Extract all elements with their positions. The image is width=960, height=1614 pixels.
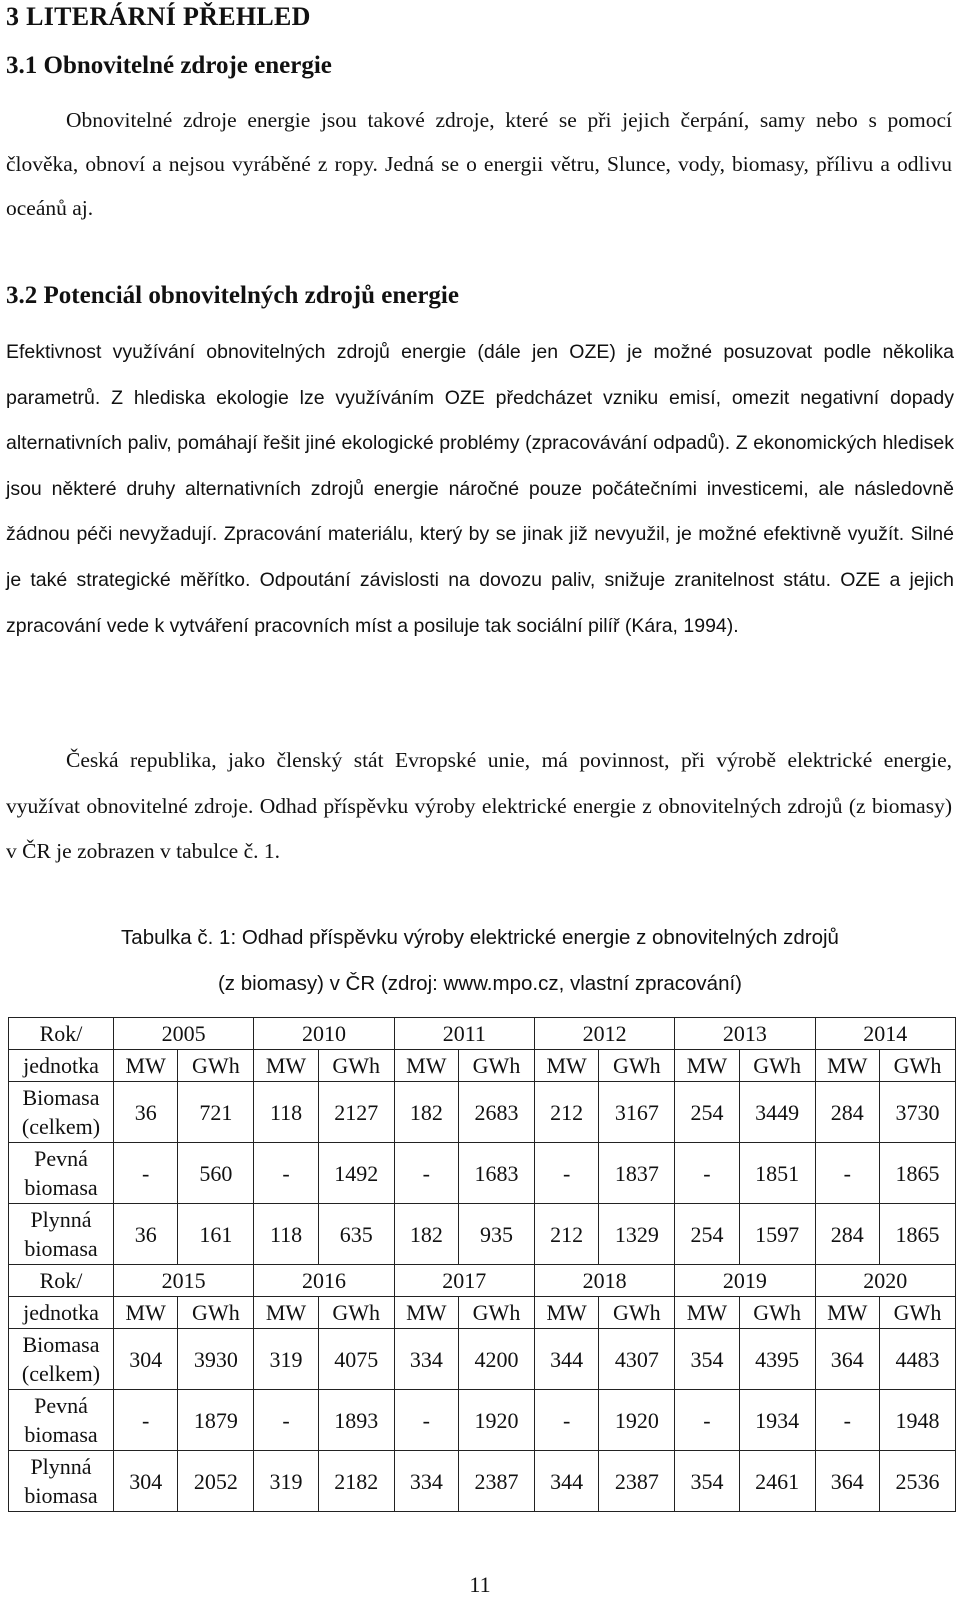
row-label: [9, 1451, 114, 1512]
paragraph-ecology-text: Efektivnost využívání obnovitelných zdrojů energie (dále jen OZE) je možné posuzovat podle několika parametrů. Z hlediska ekologie lze využíváním OZE předcházet vzniku emisí, omezit negativní dopady alternativních paliv, pomáhají řešit jiné ekologické problémy (zpracovávání odpadů).: [6, 341, 954, 455]
table-cell: 4483: [880, 1329, 956, 1390]
row-label-line-2: biomasa: [24, 1483, 98, 1508]
table-cell: 319: [254, 1451, 318, 1512]
year-row: [9, 1018, 956, 1050]
table-cell: 254: [675, 1204, 739, 1265]
table-cell: -: [114, 1390, 178, 1451]
row-label-jednotka: jednotka: [9, 1297, 114, 1329]
table-cell: 2683: [459, 1082, 535, 1143]
table-cell: 4075: [318, 1329, 394, 1390]
table-cell: -: [534, 1143, 598, 1204]
unit-gwh: GWh: [880, 1050, 956, 1082]
table-cell: -: [114, 1143, 178, 1204]
biomass-energy-table: [8, 1017, 956, 1512]
table-cell: 304: [114, 1451, 178, 1512]
table-cell: -: [534, 1390, 598, 1451]
table-row: [9, 1329, 956, 1390]
table-cell: 212: [534, 1204, 598, 1265]
row-label: [9, 1143, 114, 1204]
table-cell: 2387: [599, 1451, 675, 1512]
row-label-line-1: Plynná: [30, 1454, 92, 1479]
unit-gwh: GWh: [178, 1050, 254, 1082]
unit-mw: MW: [675, 1050, 739, 1082]
table-row: [9, 1390, 956, 1451]
year-header: 2018: [534, 1265, 674, 1297]
unit-gwh: GWh: [880, 1297, 956, 1329]
row-label-line-2: biomasa: [24, 1175, 98, 1200]
unit-gwh: GWh: [599, 1297, 675, 1329]
table-cell: 1934: [739, 1390, 815, 1451]
unit-gwh: GWh: [599, 1050, 675, 1082]
unit-gwh: GWh: [739, 1297, 815, 1329]
unit-mw: MW: [114, 1297, 178, 1329]
unit-mw: MW: [815, 1297, 879, 1329]
table-cell: 1865: [880, 1204, 956, 1265]
table-cell: 2127: [318, 1082, 394, 1143]
year-header: 2012: [534, 1018, 674, 1050]
paragraph-economy-text: Z ekonomických hledisek jsou některé druhy alternativních zdrojů energie náročné pouze počátečními investicemi, ale následovně žádnou péči nevyžadují. Zpracování materiálu, který by se jinak již nevyužil, je možné efektivně využít. Silné je také strategické měřítko. Odpoutání závislosti na dovozu paliv, snižuje zranitelnost státu. OZE a jejich zpracování vede k vytváření pracovních míst a posiluje tak sociální pilíř (Kára, 1994).: [6, 432, 955, 637]
unit-row: [9, 1297, 956, 1329]
table-cell: 4395: [739, 1329, 815, 1390]
unit-mw: MW: [254, 1050, 318, 1082]
unit-gwh: GWh: [318, 1050, 394, 1082]
row-label-jednotka: jednotka: [9, 1050, 114, 1082]
row-label: [9, 1082, 114, 1143]
table-cell: 4200: [459, 1329, 535, 1390]
table-cell: -: [394, 1143, 458, 1204]
table-cell: 118: [254, 1082, 318, 1143]
unit-mw: MW: [394, 1050, 458, 1082]
year-header: 2017: [394, 1265, 534, 1297]
year-header: 2005: [114, 1018, 254, 1050]
table-cell: 635: [318, 1204, 394, 1265]
unit-mw: MW: [254, 1297, 318, 1329]
table-cell: 935: [459, 1204, 535, 1265]
row-label-rok: Rok/: [9, 1265, 114, 1297]
page-number: 11: [469, 1572, 491, 1597]
table-caption-line-2: (z biomasy) v ČR (zdroj: www.mpo.cz, vlastní zpracování): [217, 972, 743, 995]
table-cell: 1893: [318, 1390, 394, 1451]
unit-gwh: GWh: [318, 1297, 394, 1329]
table-cell: 344: [534, 1329, 598, 1390]
table-cell: 1851: [739, 1143, 815, 1204]
table-cell: 1865: [880, 1143, 956, 1204]
section-3-2-paragraph: [6, 330, 954, 649]
table-cell: 284: [815, 1204, 879, 1265]
table-cell: 1948: [880, 1390, 956, 1451]
year-header: 2013: [675, 1018, 815, 1050]
table-cell: 354: [675, 1329, 739, 1390]
table-cell: 3930: [178, 1329, 254, 1390]
row-label-line-2: (celkem): [21, 1361, 101, 1386]
unit-mw: MW: [675, 1297, 739, 1329]
row-label-line-1: Pevná: [34, 1146, 88, 1171]
table-cell: -: [675, 1390, 739, 1451]
table-cell: -: [394, 1390, 458, 1451]
unit-mw: MW: [394, 1297, 458, 1329]
table-cell: 721: [178, 1082, 254, 1143]
unit-mw: MW: [534, 1297, 598, 1329]
table-cell: 4307: [599, 1329, 675, 1390]
year-header: 2019: [675, 1265, 815, 1297]
table-cell: 3730: [880, 1082, 956, 1143]
table-cell: 182: [394, 1204, 458, 1265]
section-heading-3-1: 3.1 Obnovitelné zdroje energie: [6, 52, 332, 79]
unit-mw: MW: [815, 1050, 879, 1082]
table-row: [9, 1204, 956, 1265]
unit-gwh: GWh: [739, 1050, 815, 1082]
year-row: [9, 1265, 956, 1297]
table-caption-line-1: Tabulka č. 1: Odhad příspěvku výroby elektrické energie z obnovitelných zdrojů: [121, 926, 839, 949]
table-cell: 319: [254, 1329, 318, 1390]
year-header: 2010: [254, 1018, 394, 1050]
table-cell: 161: [178, 1204, 254, 1265]
section-3-1-paragraph: Obnovitelné zdroje energie jsou takové zdroje, které se při jejich čerpání, samy nebo s pomocí člověka, obnoví a nejsou vyráběné z ropy. Jedná se o energii větru, Slunce, vody, biomasy, přílivu a odlivu oceánů aj.: [6, 108, 952, 220]
table-cell: 1920: [599, 1390, 675, 1451]
table-cell: 2461: [739, 1451, 815, 1512]
table-cell: 254: [675, 1082, 739, 1143]
section-3-2-paragraph-eu: Česká republika, jako členský stát Evropské unie, má povinnost, při výrobě elektrické energie, využívat obnovitelné zdroje. Odhad příspěvku výroby elektrické energie z obnovitelných zdrojů (z biomasy) v ČR je zobrazen v tabulce č. 1.: [6, 748, 952, 864]
row-label: [9, 1329, 114, 1390]
table-cell: 284: [815, 1082, 879, 1143]
table-row: [9, 1451, 956, 1512]
row-label-line-1: Biomasa: [22, 1085, 100, 1110]
table-cell: -: [675, 1143, 739, 1204]
table-cell: 1683: [459, 1143, 535, 1204]
table-cell: 364: [815, 1451, 879, 1512]
table-cell: 334: [394, 1329, 458, 1390]
row-label-rok: Rok/: [9, 1018, 114, 1050]
table-cell: 1879: [178, 1390, 254, 1451]
table-cell: 1837: [599, 1143, 675, 1204]
unit-mw: MW: [114, 1050, 178, 1082]
table-body: [9, 1018, 956, 1512]
table-cell: 2052: [178, 1451, 254, 1512]
year-header: 2011: [394, 1018, 534, 1050]
table-cell: -: [815, 1390, 879, 1451]
table-cell: 1329: [599, 1204, 675, 1265]
table-cell: 364: [815, 1329, 879, 1390]
chapter-heading: 3 LITERÁRNÍ PŘEHLED: [6, 2, 311, 31]
table-cell: 1492: [318, 1143, 394, 1204]
table-cell: 354: [675, 1451, 739, 1512]
table-row: [9, 1082, 956, 1143]
table-cell: 2536: [880, 1451, 956, 1512]
year-header: 2016: [254, 1265, 394, 1297]
table-cell: 560: [178, 1143, 254, 1204]
row-label-line-1: Biomasa: [22, 1332, 100, 1357]
table-row: [9, 1143, 956, 1204]
table-cell: 334: [394, 1451, 458, 1512]
table-cell: 212: [534, 1082, 598, 1143]
table-cell: 3449: [739, 1082, 815, 1143]
table-cell: 182: [394, 1082, 458, 1143]
year-header: 2020: [815, 1265, 955, 1297]
table-cell: 1597: [739, 1204, 815, 1265]
section-heading-3-2: 3.2 Potenciál obnovitelných zdrojů energie: [6, 282, 459, 309]
row-label: [9, 1390, 114, 1451]
table-cell: 3167: [599, 1082, 675, 1143]
table-cell: 2387: [459, 1451, 535, 1512]
table-cell: -: [254, 1143, 318, 1204]
row-label-line-1: Plynná: [30, 1207, 92, 1232]
unit-gwh: GWh: [178, 1297, 254, 1329]
table-cell: 344: [534, 1451, 598, 1512]
row-label-line-2: biomasa: [24, 1422, 98, 1447]
row-label-line-1: Pevná: [34, 1393, 88, 1418]
table-cell: 118: [254, 1204, 318, 1265]
table-cell: 304: [114, 1329, 178, 1390]
table-cell: -: [815, 1143, 879, 1204]
year-header: 2014: [815, 1018, 955, 1050]
unit-gwh: GWh: [459, 1297, 535, 1329]
table-cell: 1920: [459, 1390, 535, 1451]
row-label-line-2: (celkem): [21, 1114, 101, 1139]
unit-row: [9, 1050, 956, 1082]
unit-mw: MW: [534, 1050, 598, 1082]
table-cell: -: [254, 1390, 318, 1451]
row-label: [9, 1204, 114, 1265]
unit-gwh: GWh: [459, 1050, 535, 1082]
table-cell: 36: [114, 1204, 178, 1265]
row-label-line-2: biomasa: [24, 1236, 98, 1261]
table-cell: 2182: [318, 1451, 394, 1512]
table-cell: 36: [114, 1082, 178, 1143]
year-header: 2015: [114, 1265, 254, 1297]
